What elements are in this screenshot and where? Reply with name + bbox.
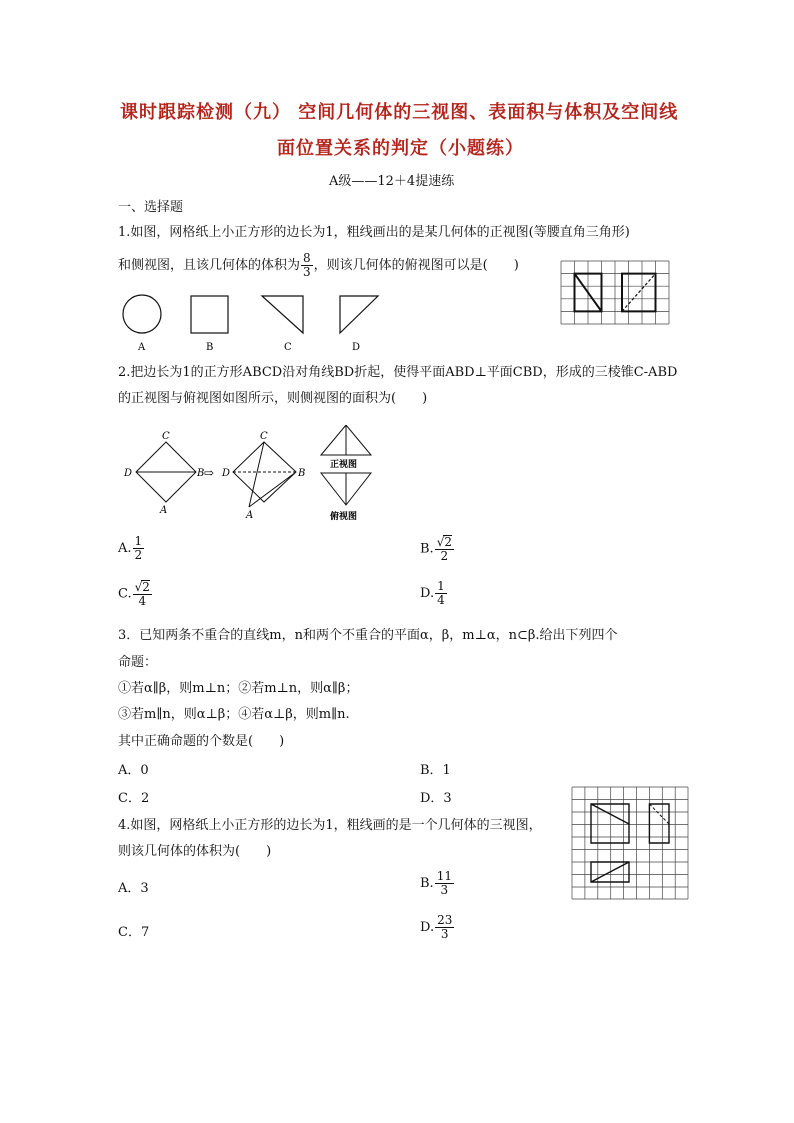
q2-tetra-diagram bbox=[233, 442, 296, 507]
q4-option-a: A．3 bbox=[118, 881, 149, 896]
q1-option-figures bbox=[118, 290, 388, 354]
q2-figure bbox=[118, 425, 388, 525]
q4-option-b: B. $\frac{11}{3}$ bbox=[420, 869, 452, 897]
top-view-shape bbox=[321, 473, 371, 505]
q3-question: 其中正确命题的个数是( ) bbox=[118, 734, 285, 749]
q2-stem-line1: 2.把边长为1的正方形ABCD沿对角线BD折起，使得平面ABD⊥平面CBD，形成的三棱锥C-ABD bbox=[118, 365, 678, 380]
q2-option-b: B. $\frac{√2}{2}$ bbox=[420, 535, 452, 563]
q4-stem-line2: 则该几何体的体积为( ) bbox=[118, 844, 272, 859]
q1-option-label: B bbox=[206, 342, 214, 353]
q1-option-label: D bbox=[352, 342, 361, 353]
q2-label: C bbox=[162, 431, 170, 442]
q3-proposition-3-4: ③若m∥n，则α⊥β；④若α⊥β，则m∥n. bbox=[118, 707, 350, 722]
q1-option-label: A bbox=[138, 342, 146, 353]
q2-option-c: C. $\frac{√2}{4}$ bbox=[118, 580, 150, 608]
page-title: 课时跟踪检测（九） 空间几何体的三视图、表面积与体积及空间线 bbox=[120, 102, 679, 123]
q2-label: B bbox=[298, 468, 306, 479]
q1-stem-post: ，则该几何体的俯视图可以是( ) bbox=[313, 258, 519, 273]
q1-grid-lines bbox=[561, 261, 669, 324]
q4-grid-figure bbox=[571, 786, 689, 900]
option-a-circle bbox=[123, 295, 161, 333]
q3-proposition-1-2: ①若α∥β，则m⊥n；②若m⊥n，则α∥β； bbox=[118, 681, 359, 696]
q4-grid-lines bbox=[572, 787, 688, 899]
q1-grid-figure bbox=[560, 260, 670, 325]
q1-volume-fraction: $\frac{8}{3}$ bbox=[303, 251, 311, 279]
q2-option-d: D. $\frac{1}{4}$ bbox=[420, 579, 445, 607]
fold-arrow: ⇨ bbox=[204, 466, 215, 480]
q4-stem-line1: 4.如图，网格纸上小正方形的边长为1，粗线画的是一个几何体的三视图， bbox=[118, 818, 542, 833]
option-b-square bbox=[191, 296, 228, 333]
q2-label: A bbox=[246, 510, 254, 521]
q1-side-hidden-edge bbox=[622, 274, 656, 312]
option-c-triangle bbox=[262, 296, 303, 333]
q4-option-c: C．7 bbox=[118, 925, 150, 940]
q2-label: D bbox=[222, 468, 231, 479]
q2-label: A bbox=[160, 505, 168, 516]
q3-option-d: D．3 bbox=[420, 791, 452, 806]
q2-label: D bbox=[124, 468, 133, 479]
q1-stem-pre: 和侧视图，且该几何体的体积为 bbox=[118, 258, 301, 273]
q3-stem-line1: 3．已知两条不重合的直线m，n和两个不重合的平面α，β，m⊥α，n⊂β.给出下列四个 bbox=[118, 628, 618, 643]
section-heading: 一、选择题 bbox=[118, 200, 184, 215]
q2-stem-line2: 的正视图与俯视图如图所示，则侧视图的面积为( ) bbox=[118, 391, 428, 406]
subtitle: A级——12＋4提速练 bbox=[329, 174, 455, 189]
q1-option-label: C bbox=[284, 342, 292, 353]
top-view-label: 俯视图 bbox=[330, 512, 358, 522]
q4-option-d: D. $\frac{23}{3}$ bbox=[420, 913, 453, 941]
q1-stem-line1: 1.如图，网格纸上小正方形的边长为1，粗线画出的是某几何体的正视图(等腰直角三角形) bbox=[118, 225, 630, 240]
front-view-label: 正视图 bbox=[330, 460, 358, 470]
q2-label: C bbox=[260, 431, 268, 442]
page-title-line2: 面位置关系的判定（小题练） bbox=[277, 138, 524, 159]
q3-stem-line2: 命题： bbox=[118, 655, 158, 670]
q2-label: B bbox=[197, 468, 205, 479]
q1-stem-line2 bbox=[118, 252, 519, 279]
q2-square-diagram bbox=[136, 442, 196, 502]
front-view-shape bbox=[321, 425, 371, 455]
q3-option-b: B．1 bbox=[420, 763, 451, 778]
q3-option-c: C．2 bbox=[118, 791, 150, 806]
q3-option-a: A．0 bbox=[118, 763, 149, 778]
q4-side-hidden-edge bbox=[649, 804, 669, 824]
option-d-triangle bbox=[340, 296, 378, 333]
q2-option-a: A. $\frac{1}{2}$ bbox=[118, 534, 143, 562]
